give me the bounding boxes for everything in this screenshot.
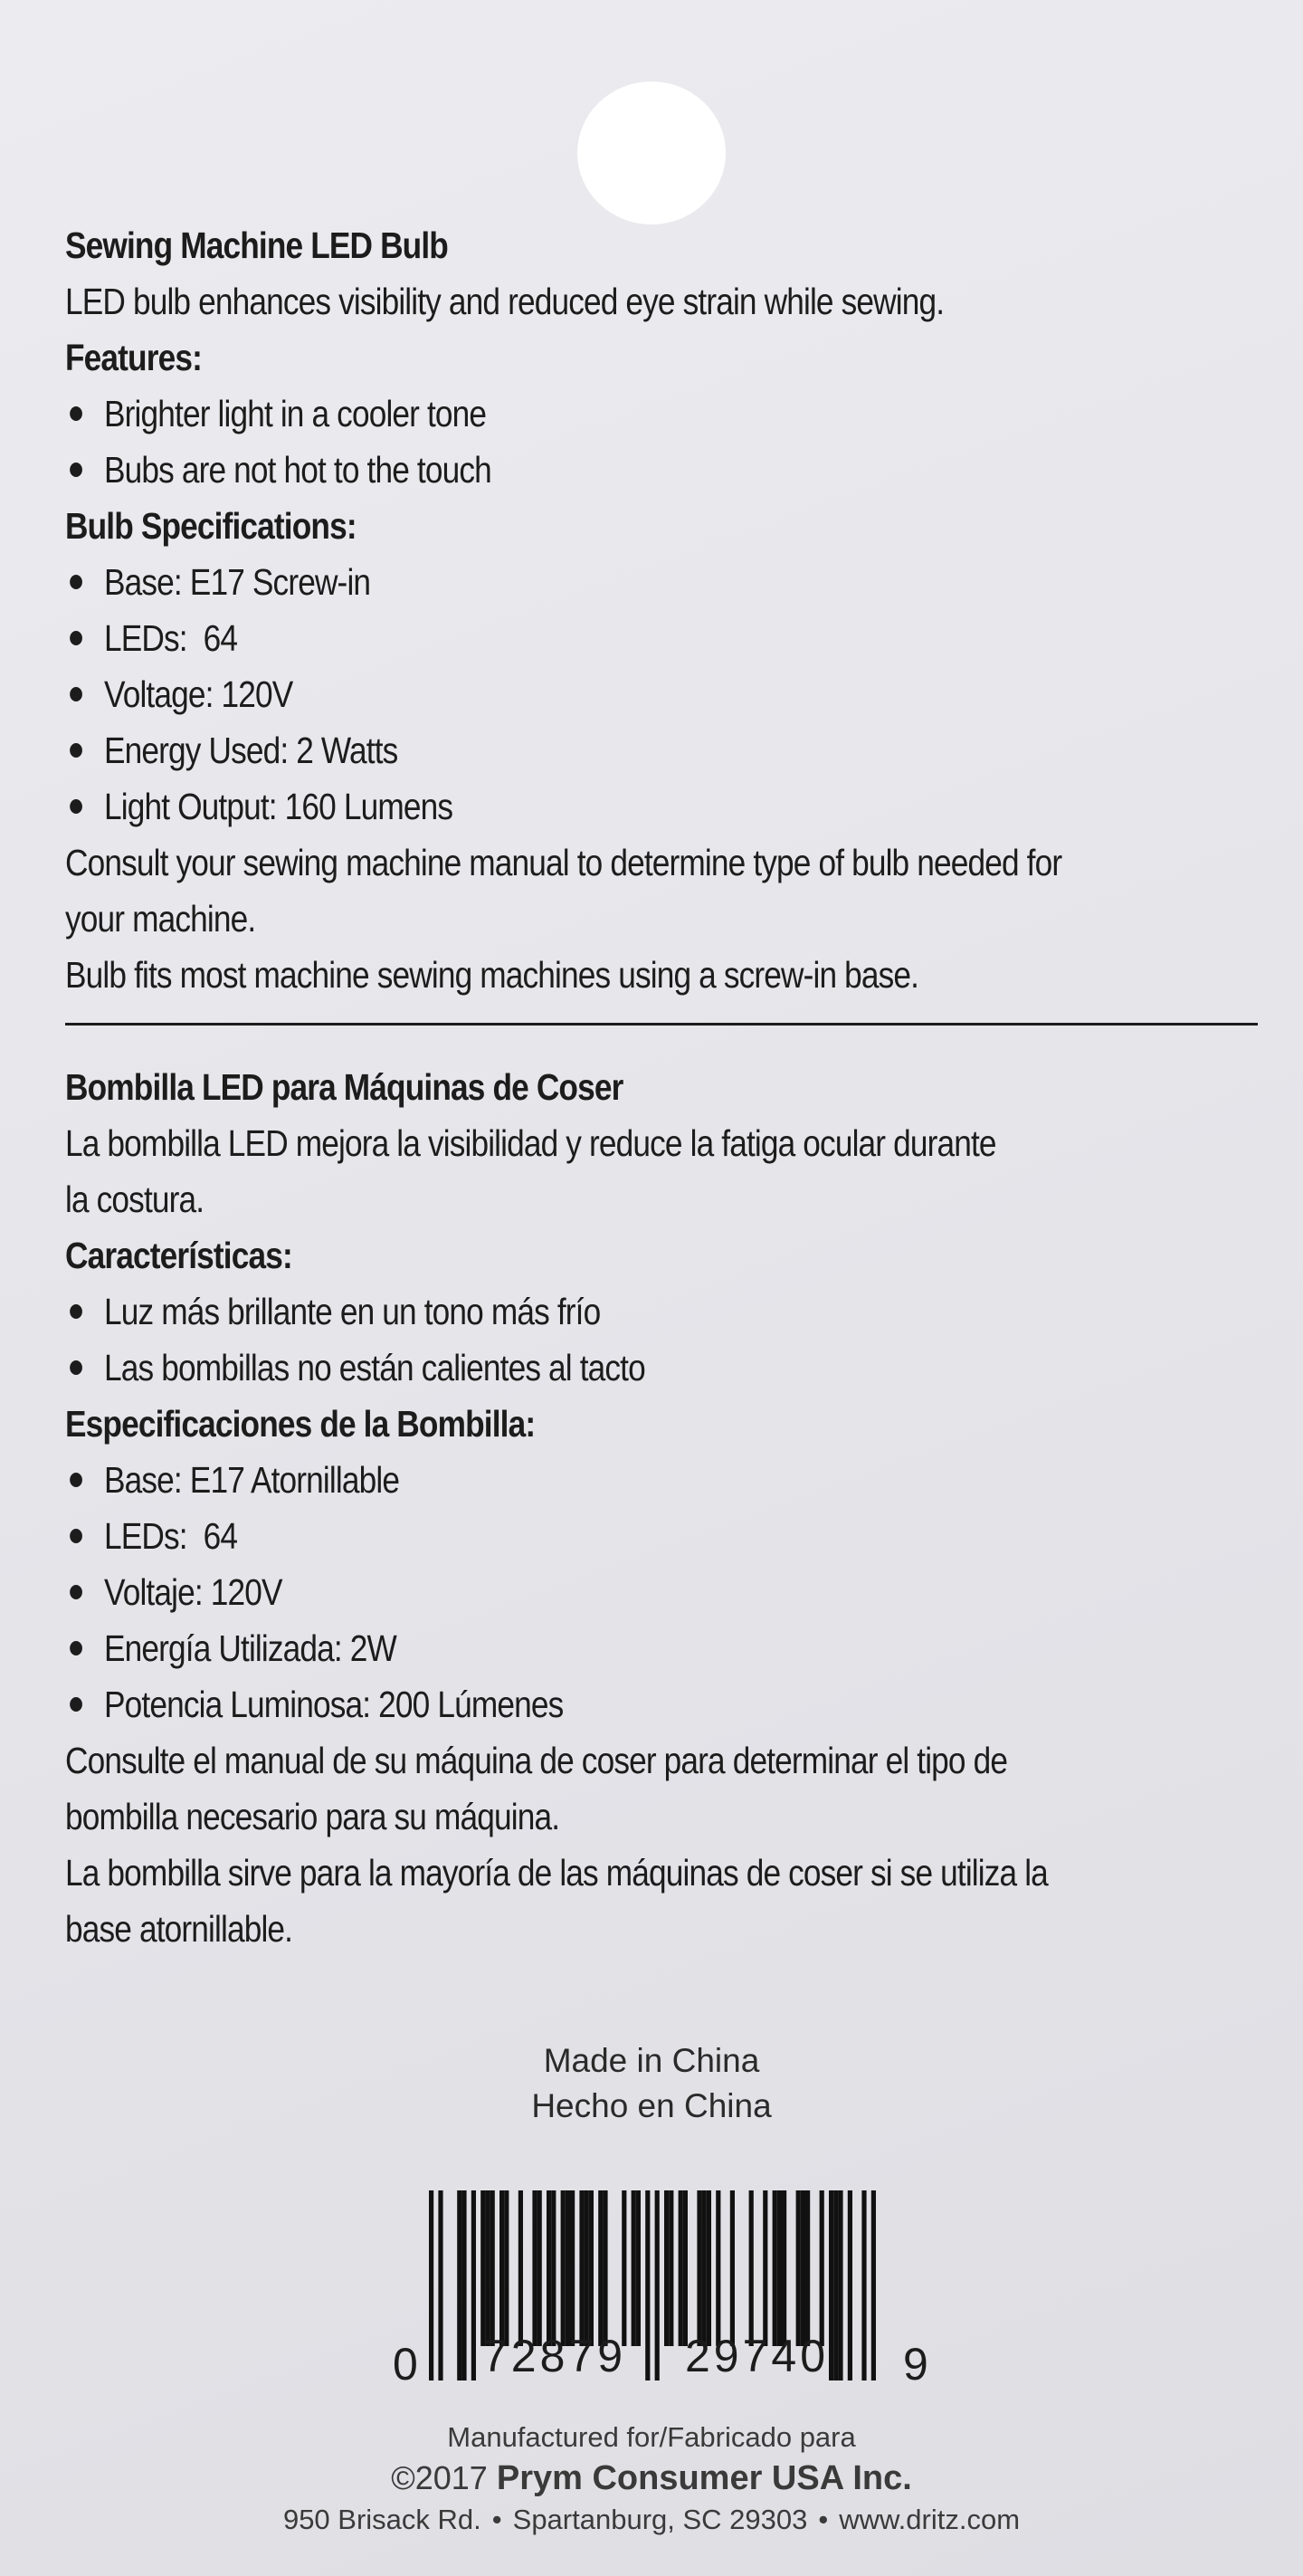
spanish-spec-item: Voltaje: 120V — [65, 1564, 1085, 1620]
english-spec-item: Voltage: 120V — [65, 666, 1085, 722]
spanish-features-heading: Características: — [65, 1235, 292, 1276]
barcode-bar — [585, 2190, 589, 2346]
bullet-icon — [70, 1585, 82, 1599]
barcode-bar — [518, 2190, 523, 2346]
barcode-bar — [664, 2190, 669, 2346]
company-line — [0, 2457, 1303, 2500]
barcode-bar — [570, 2190, 575, 2346]
barcode-bar — [763, 2190, 767, 2346]
barcode-bar — [707, 2190, 711, 2346]
spanish-spec-item: Base: E17 Atornillable — [65, 1452, 1085, 1508]
barcode-bar — [499, 2190, 504, 2346]
barcode-bar — [438, 2190, 442, 2380]
bullet-icon — [70, 1360, 82, 1375]
barcode-bar — [645, 2190, 650, 2380]
separator-dot: • — [491, 2504, 502, 2535]
barcode-bar — [679, 2190, 683, 2346]
barcode-bar — [566, 2190, 570, 2346]
spanish-title: Bombilla LED para Máquinas de Coser — [65, 1066, 623, 1108]
spanish-fits-line-1: La bombilla sirve para la mayoría de las máquinas de coser si se utiliza la — [65, 1852, 1048, 1894]
spanish-intro-line-2: la costura. — [65, 1178, 204, 1220]
website-link[interactable]: www.dritz.com — [839, 2504, 1021, 2535]
barcode-bar — [461, 2190, 466, 2380]
barcode-bar — [669, 2190, 673, 2346]
section-divider — [65, 1023, 1258, 1026]
bullet-icon — [70, 1304, 82, 1319]
english-features-heading: Features: — [65, 337, 202, 378]
bullet-icon — [70, 1529, 82, 1543]
barcode-bar — [622, 2190, 626, 2346]
barcode-bar — [636, 2190, 641, 2346]
barcode-bar — [749, 2190, 754, 2346]
barcode-bar — [805, 2190, 810, 2346]
barcode-bar — [480, 2190, 485, 2346]
bullet-icon — [70, 406, 82, 421]
hang-hole — [577, 81, 726, 224]
hecho-en-china: Hecho en China — [531, 2087, 772, 2124]
copyright: ©2017 — [391, 2459, 488, 2496]
spanish-spec-item: Energía Utilizada: 2W — [65, 1620, 1085, 1676]
barcode-bar — [504, 2190, 509, 2346]
address-line — [0, 2500, 1303, 2540]
barcode-bar — [861, 2190, 866, 2380]
barcode-bar — [683, 2190, 688, 2346]
barcode-bar — [773, 2190, 777, 2346]
bullet-icon — [70, 463, 82, 477]
spanish-consult-line-2: bombilla necesario para su máquina. — [65, 1796, 560, 1837]
bullet-icon — [70, 743, 82, 758]
barcode-bar — [532, 2190, 537, 2346]
barcode-bar — [777, 2190, 782, 2346]
barcode-bar — [429, 2190, 433, 2380]
barcode-left-group: 72879 — [482, 2331, 627, 2381]
english-consult-line-2: your machine. — [65, 898, 256, 940]
english-spec-item: Base: E17 Screw-in — [65, 554, 1085, 610]
company-name: Prym Consumer USA Inc. — [496, 2459, 912, 2497]
english-title: Sewing Machine LED Bulb — [65, 224, 448, 266]
spanish-spec-item: Potencia Luminosa: 200 Lúmenes — [65, 1676, 1085, 1732]
barcode-check-digit: 9 — [903, 2339, 928, 2390]
spanish-feature-item: Luz más brillante en un tono más frío — [65, 1283, 1085, 1340]
barcode-bar — [871, 2190, 876, 2380]
english-feature-item: Brighter light in a cooler tone — [65, 386, 1085, 442]
spanish-fits-line-2: base atornillable. — [65, 1908, 293, 1950]
barcode-bar — [598, 2190, 603, 2346]
spanish-spec-item: LEDs: 64 — [65, 1508, 1085, 1564]
barcode — [387, 2190, 930, 2390]
barcode-bar — [655, 2190, 660, 2380]
barcode-bar — [603, 2190, 607, 2346]
english-spec-item: LEDs: 64 — [65, 610, 1085, 666]
english-spec-item: Energy Used: 2 Watts — [65, 722, 1085, 778]
separator-dot: • — [818, 2504, 829, 2535]
spanish-specs-heading: Especificaciones de la Bombilla: — [65, 1403, 536, 1445]
barcode-bar — [457, 2190, 461, 2380]
barcode-bar — [730, 2190, 735, 2346]
barcode-bar — [632, 2190, 636, 2346]
bullet-icon — [70, 1641, 82, 1655]
english-intro: LED bulb enhances visibility and reduced eye strain while sewing. — [65, 281, 945, 322]
barcode-bar — [697, 2190, 701, 2346]
bullet-icon — [70, 575, 82, 589]
manufactured-for: Manufactured for/Fabricado para — [447, 2421, 856, 2453]
city-address: Spartanburg, SC 29303 — [512, 2504, 808, 2535]
bullet-icon — [70, 1473, 82, 1487]
barcode-bar — [490, 2190, 495, 2346]
barcode-bar — [833, 2190, 838, 2380]
barcode-bar — [485, 2190, 490, 2346]
bullet-icon — [70, 631, 82, 645]
barcode-bar — [579, 2190, 584, 2346]
barcode-bar — [551, 2190, 556, 2346]
barcode-bar — [820, 2190, 824, 2346]
made-in-china: Made in China — [543, 2042, 760, 2079]
english-fits: Bulb fits most machine sewing machines using a screw-in base. — [65, 954, 919, 996]
barcode-bar — [561, 2190, 566, 2346]
barcode-bar — [796, 2190, 801, 2346]
bullet-icon — [70, 687, 82, 701]
barcode-bar — [547, 2190, 551, 2346]
barcode-right-group: 29740 — [685, 2331, 830, 2381]
barcode-bar — [589, 2190, 594, 2346]
bullet-icon — [70, 799, 82, 814]
barcode-first-digit: 0 — [393, 2339, 418, 2390]
spanish-consult-line-1: Consulte el manual de su máquina de coser para determinar el tipo de — [65, 1740, 1008, 1781]
spanish-intro-line-1: La bombilla LED mejora la visibilidad y reduce la fatiga ocular durante — [65, 1122, 996, 1164]
barcode-bar — [848, 2190, 852, 2380]
english-section — [65, 217, 1251, 1003]
english-specs-heading: Bulb Specifications: — [65, 505, 357, 547]
english-feature-item: Bubs are not hot to the touch — [65, 442, 1085, 498]
english-consult-line-1: Consult your sewing machine manual to determine type of bulb needed for — [65, 842, 1062, 883]
barcode-bar — [716, 2190, 720, 2346]
english-spec-item: Light Output: 160 Lumens — [65, 778, 1085, 835]
street-address: 950 Brisack Rd. — [282, 2504, 481, 2535]
spanish-section — [65, 1059, 1251, 1957]
barcode-bars — [387, 2190, 930, 2390]
barcode-bar — [537, 2190, 542, 2346]
barcode-bar — [829, 2190, 833, 2380]
barcode-bar — [471, 2190, 476, 2380]
barcode-bar — [838, 2190, 842, 2380]
bullet-icon — [70, 1697, 82, 1712]
barcode-bar — [801, 2190, 805, 2346]
barcode-bar — [702, 2190, 707, 2346]
barcode-bar — [782, 2190, 786, 2346]
spanish-feature-item: Las bombillas no están calientes al tacto — [65, 1340, 1085, 1396]
